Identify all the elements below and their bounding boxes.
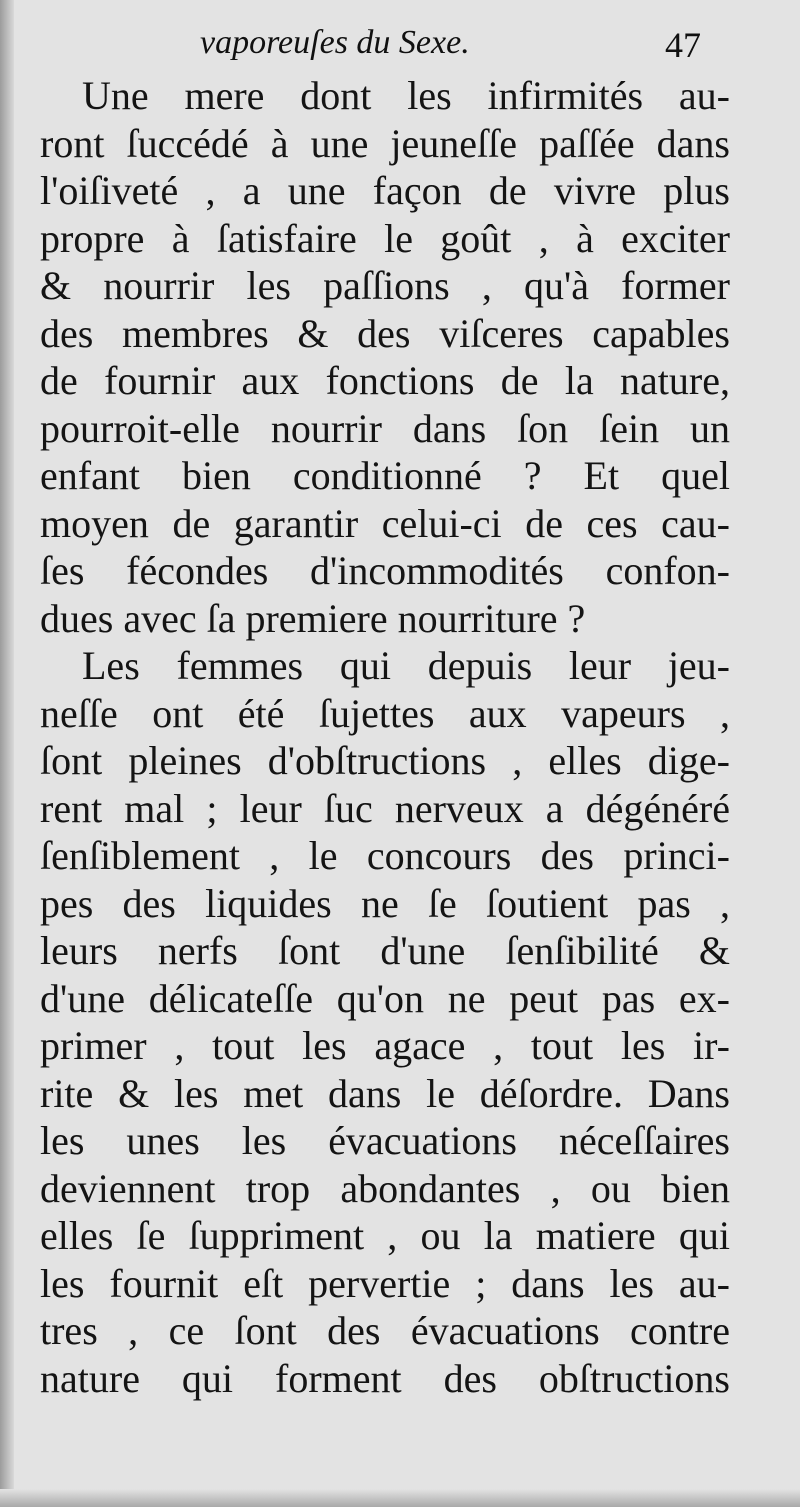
text-line: deviennent trop abondantes , ou bien [40,1165,730,1211]
text-line: pes des liquides ne ſe ſoutient pas , [40,880,730,926]
text-line: enfant bien conditionné ? Et quel [40,453,730,498]
text-line: de fournir aux fonctions de la nature, [40,358,730,403]
page-number: 47 [665,25,701,65]
text-line: dues avec ſa premiere nourriture ? [40,595,586,641]
text-line: nature qui forment des obſtructions [40,1355,730,1401]
text-line: Une mere dont les infirmités au- [82,73,730,118]
page-left-edge [0,0,14,1507]
text-line: des membres & des viſceres capables [40,310,730,356]
text-line: tres , ce ſont des évacuations contre [40,1308,730,1353]
text-line: moyen de garantir celui-ci de ces cau- [40,500,730,546]
text-line: & nourrir les paſſions , qu'à former [40,263,730,308]
text-line: l'oiſiveté , a une façon de vivre plus [40,168,730,213]
text-line: d'une délicateſſe qu'on ne peut pas ex- [40,975,730,1021]
text-line: les unes les évacuations néceſſaires [40,1118,730,1163]
text-line: leurs nerfs ſont d'une ſenſibilité & [40,928,730,973]
text-line: propre à ſatisfaire le goût , à exciter [40,215,730,261]
body-text [40,72,730,1402]
text-line: elles ſe ſuppriment , ou la matiere qui [40,1213,730,1258]
page-header [0,24,800,72]
text-line: ront ſuccédé à une jeuneſſe paſſée dans [40,120,730,166]
text-line: primer , tout les agace , tout les ir- [40,1023,730,1068]
text-line: les fournit eſt pervertie ; dans les au- [40,1260,730,1306]
text-line: rite & les met dans le déſordre. Dans [40,1070,730,1116]
text-line: neſſe ont été ſujettes aux vapeurs , [40,690,730,736]
running-head: vaporeuſes du Sexe. [200,24,470,61]
text-line: Les femmes qui depuis leur jeu- [82,643,730,688]
text-line: rent mal ; leur ſuc nerveux a dégénéré [40,785,730,831]
text-line: ſont pleines d'obſtructions , elles dige- [40,738,730,783]
text-line: ſenſiblement , le concours des princi- [40,833,730,878]
page-bottom-edge [0,1489,800,1507]
text-line: ſes fécondes d'incommodités confon- [40,548,730,593]
text-line: pourroit-elle nourrir dans ſon ſein un [40,405,730,451]
